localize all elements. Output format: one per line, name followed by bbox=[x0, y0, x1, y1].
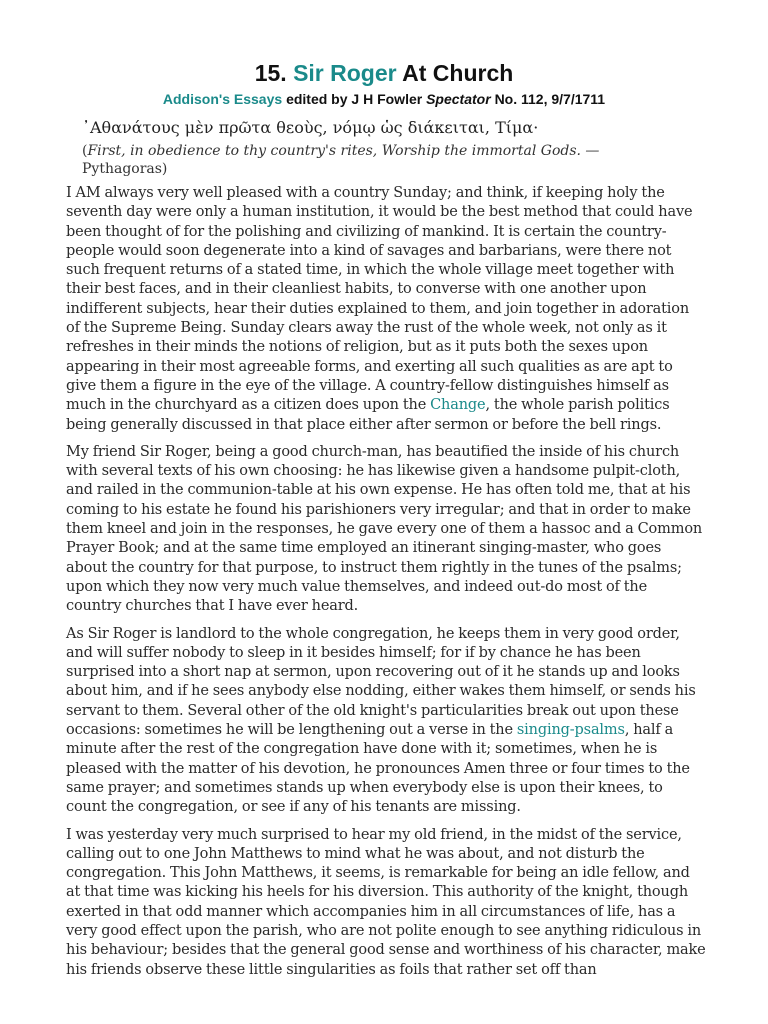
paragraph-text: As Sir Roger is landlord to the whole congregation, he keeps them in very good order, and will suffer nobody to sleep in it besides himself; for if by chance he has been surprised into a short nap at sermon, upon recovering out of it he stands up and looks about him, and if he sees anybody else nodding, either wakes them himself, or sends his servant to them. Several other of the old knight's particularities break out upon these occasions: sometimes he will be lengthening out a verse in the bbox=[66, 625, 696, 739]
change-link[interactable]: Change bbox=[430, 397, 486, 414]
source-link[interactable]: Addison's Essays bbox=[162, 91, 283, 107]
translation-text: First, in obedience to thy country's rites, Worship the immortal Gods. — bbox=[87, 143, 600, 159]
paragraph bbox=[66, 826, 706, 980]
epigraph-translation bbox=[66, 142, 682, 178]
paragraph-text: I AM always very well pleased with a country Sunday; and think, if keeping holy the seventh day were only a human institution, it would be the best method that could have been thought of for the polishing and civilizing of mankind. It is certain the country-people would soon degenerate into a kind of savages and barbarians, were there not such frequent returns of a stated time, in which the whole village meet together with their best faces, and in their cleanliest habits, to converse with one another upon indifferent subjects, hear their duties explained to them, and join together in adoration of the Supreme Being. Sunday clears away the rust of the whole week, not only as it refreshes in their minds the notions of religion, but as it puts both the sexes upon appearing in their most agreeable forms, and exerting all such qualities as are apt to give them a figure in the eye of the village. A country-fellow distinguishes himself as much in the churchyard as a citizen does upon the bbox=[66, 185, 693, 414]
essay-body bbox=[66, 184, 706, 980]
paragraph-text: I was yesterday very much surprised to hear my old friend, in the midst of the service, calling out to one John Matthews to mind what he was about, and not disturb the congregation. This John Matthews, it seems, is remarkable for being an idle fellow, and at that time was kicking his heels for his diversion. This authority of the knight, though exerted in that odd manner which accompanies him in all circumstances of life, has a very good effect upon the parish, who are not polite enough to see anything ridiculous in his behaviour; besides that the general good sense and worthiness of his character, make his friends observe these little singularities as foils that rather set off than bbox=[66, 826, 706, 978]
epigraph-attribution: Pythagoras) bbox=[82, 161, 168, 177]
greek-epigraph: ᾿Αθανάτους μὲν πρῶτα θεοὺς, νόμῳ ὡς διάκειται, Τίμα· bbox=[82, 118, 539, 137]
issue-info: No. 112, 9/7/1711 bbox=[494, 91, 606, 107]
paragraph bbox=[66, 184, 706, 435]
source-line bbox=[0, 89, 768, 109]
page-title bbox=[0, 0, 768, 88]
title-highlight: Sir Roger bbox=[293, 60, 397, 86]
paragraph-text: My friend Sir Roger, being a good church-man, has beautified the inside of his church with several texts of his own choosing: he has likewise given a handsome pulpit-cloth, and railed in the communion-table at his own expense. He has often told me, that at his coming to his estate he found his parishioners very irregular; and that in order to make them kneel and join in the responses, he gave every one of them a hassoc and a Common Prayer Book; and at the same time employed an itinerant singing-master, who goes about the country for that purpose, to instruct them rightly in the tunes of the psalms; upon which they now very much value themselves, and indeed out-do most of the country churches that I have ever heard. bbox=[66, 443, 703, 615]
paragraph-text: , half a minute after the rest of the congregation have done with it; sometimes, when he is pleased with the matter of his devotion, he pronounces Amen three or four times to the same prayer; and sometimes stands up when everybody else is upon their knees, to count the congregation, or see if any of his tenants are missing. bbox=[66, 722, 690, 816]
publication-name: Spectator bbox=[426, 91, 491, 107]
open-paren: ( bbox=[82, 143, 88, 159]
paragraph-text: , the whole parish politics being generally discussed in that place either after sermon or before the bell rings. bbox=[66, 397, 670, 433]
singing-psalms-link[interactable]: singing-psalms bbox=[516, 722, 625, 739]
chapter-number: 15. bbox=[254, 60, 287, 86]
paragraph bbox=[66, 625, 706, 818]
title-rest: At Church bbox=[402, 60, 514, 86]
edited-by: edited by J H Fowler bbox=[286, 91, 423, 107]
paragraph bbox=[66, 443, 706, 617]
